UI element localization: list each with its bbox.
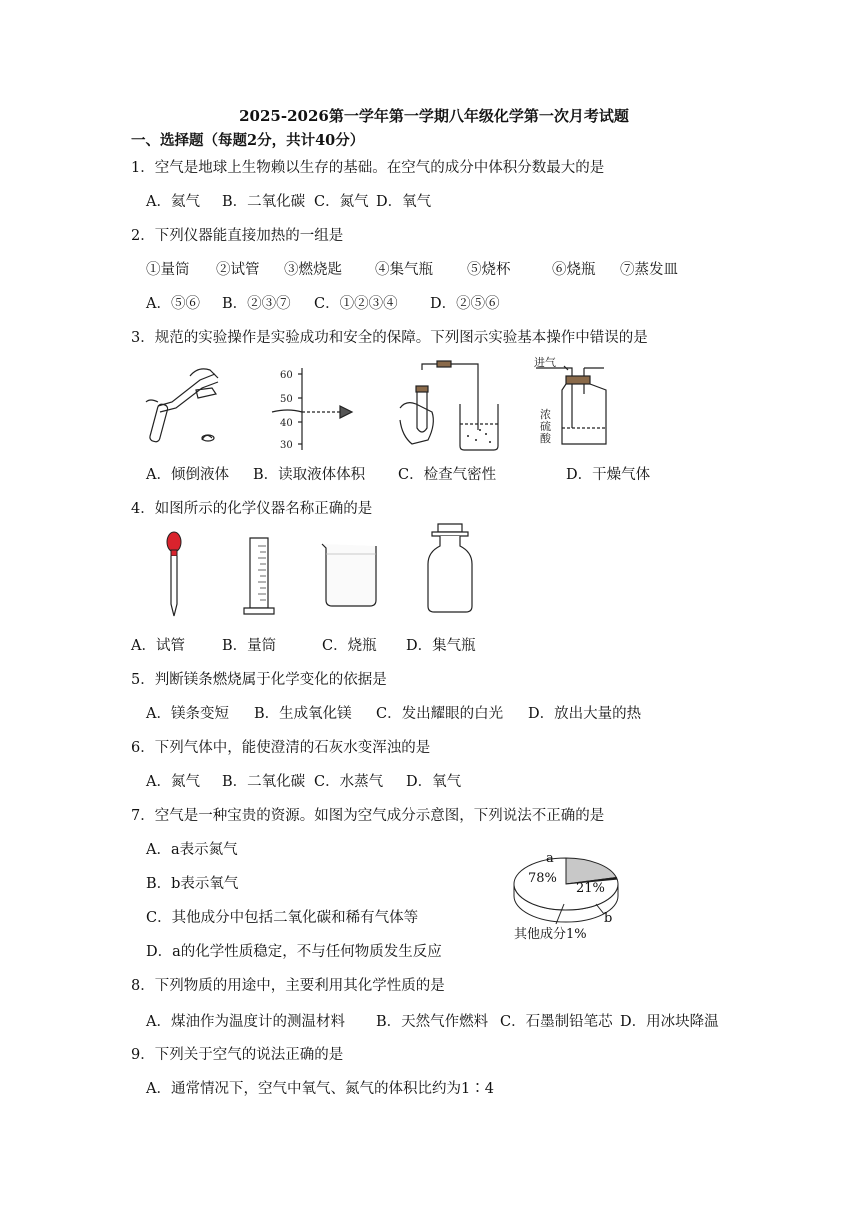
acid-label-2: 硫	[540, 420, 551, 433]
q7-option-b: B．b表示氧气	[146, 876, 239, 892]
cylinder-tick-60: 60	[280, 370, 293, 381]
dropper-icon	[160, 530, 190, 620]
q2-item-4: ④集气瓶	[375, 262, 433, 278]
q4-option-c: C．烧瓶	[322, 638, 377, 654]
q5-option-c: C．发出耀眼的白光	[376, 706, 504, 722]
pie-label-other: 其他成分1%	[514, 927, 587, 942]
q2-item-7: ⑦蒸发皿	[620, 262, 678, 278]
q1-option-b: B．二氧化碳	[222, 194, 306, 210]
question-2-stem: 2．下列仪器能直接加热的一组是	[131, 228, 344, 244]
q1-option-a: A．氦气	[146, 194, 200, 210]
q2-option-b: B．②③⑦	[222, 296, 291, 312]
question-9-stem: 9．下列关于空气的说法正确的是	[131, 1047, 344, 1063]
section-heading: 一、选择题（每题2分，共计40分）	[131, 132, 365, 149]
cylinder-tick-30: 30	[280, 440, 293, 451]
air-composition-pie-chart	[506, 844, 646, 944]
q8-option-c: C．石墨制铅笔芯	[500, 1014, 613, 1030]
q1-option-c: C．氮气	[314, 194, 369, 210]
q6-option-a: A．氮气	[146, 774, 200, 790]
exam-title: 2025-2026第一学年第一学期八年级化学第一次月考试题	[239, 107, 629, 125]
q5-option-d: D．放出大量的热	[528, 706, 642, 722]
pouring-liquid-figure	[140, 362, 230, 447]
q3-option-b: B．读取液体体积	[253, 467, 366, 483]
q3-option-d: D．干燥气体	[566, 467, 651, 483]
q3-option-a: A．倾倒液体	[146, 467, 229, 483]
q2-item-3: ③燃烧匙	[284, 262, 342, 278]
question-8-stem: 8．下列物质的用途中，主要利用其化学性质的是	[131, 978, 445, 994]
pie-value-a: 78%	[528, 871, 557, 886]
q5-option-b: B．生成氧化镁	[254, 706, 352, 722]
q8-option-a: A．煤油作为温度计的测温材料	[146, 1014, 345, 1030]
pie-label-a: a	[546, 851, 554, 866]
question-3-stem: 3．规范的实验操作是实验成功和安全的保障。下列图示实验基本操作中错误的是	[131, 330, 648, 346]
q5-option-a: A．镁条变短	[146, 706, 229, 722]
q7-option-d: D．a的化学性质稳定，不与任何物质发生反应	[146, 944, 442, 960]
gas-drying-figure	[532, 358, 622, 453]
q8-option-b: B．天然气作燃料	[376, 1014, 489, 1030]
q9-option-a: A．通常情况下，空气中氧气、氮气的体积比约为1∶4	[146, 1081, 494, 1097]
cylinder-reading-figure	[268, 366, 358, 452]
q6-option-c: C．水蒸气	[314, 774, 384, 790]
q6-option-b: B．二氧化碳	[222, 774, 306, 790]
q7-option-a: A．a表示氮气	[146, 842, 238, 858]
question-1-stem: 1．空气是地球上生物赖以生存的基础。在空气的成分中体积分数最大的是	[131, 160, 605, 176]
cylinder-tick-50: 50	[280, 394, 293, 405]
question-7-stem: 7．空气是一种宝贵的资源。如图为空气成分示意图，下列说法不正确的是	[131, 808, 605, 824]
q2-item-1: ①量筒	[146, 262, 190, 278]
q4-option-d: D．集气瓶	[406, 638, 476, 654]
q1-option-d: D．氧气	[376, 194, 432, 210]
measuring-cylinder-icon	[240, 536, 280, 616]
acid-label-3: 酸	[540, 432, 551, 445]
beaker-icon	[320, 542, 380, 608]
airtightness-check-figure	[392, 360, 512, 455]
question-4-stem: 4．如图所示的化学仪器名称正确的是	[131, 501, 373, 517]
q4-option-a: A．试管	[131, 638, 185, 654]
q2-option-a: A．⑤⑥	[146, 296, 200, 312]
pie-value-b: 21%	[576, 881, 605, 896]
q7-option-c: C．其他成分中包括二氧化碳和稀有气体等	[146, 910, 419, 926]
question-6-stem: 6．下列气体中，能使澄清的石灰水变浑浊的是	[131, 740, 431, 756]
q2-option-c: C．①②③④	[314, 296, 398, 312]
q2-item-2: ②试管	[216, 262, 260, 278]
question-5-stem: 5．判断镁条燃烧属于化学变化的依据是	[131, 672, 387, 688]
q8-option-d: D．用冰块降温	[620, 1014, 719, 1030]
q4-option-b: B．量筒	[222, 638, 277, 654]
q2-item-6: ⑥烧瓶	[552, 262, 596, 278]
gas-bottle-icon	[424, 522, 476, 614]
q3-option-c: C．检查气密性	[398, 467, 497, 483]
q6-option-d: D．氧气	[406, 774, 462, 790]
q2-option-d: D．②⑤⑥	[430, 296, 500, 312]
pie-label-b: b	[604, 911, 613, 926]
q2-item-5: ⑤烧杯	[467, 262, 511, 278]
acid-label-1: 浓	[540, 408, 551, 421]
cylinder-tick-40: 40	[280, 418, 293, 429]
gas-inlet-label: 进气	[534, 356, 556, 369]
